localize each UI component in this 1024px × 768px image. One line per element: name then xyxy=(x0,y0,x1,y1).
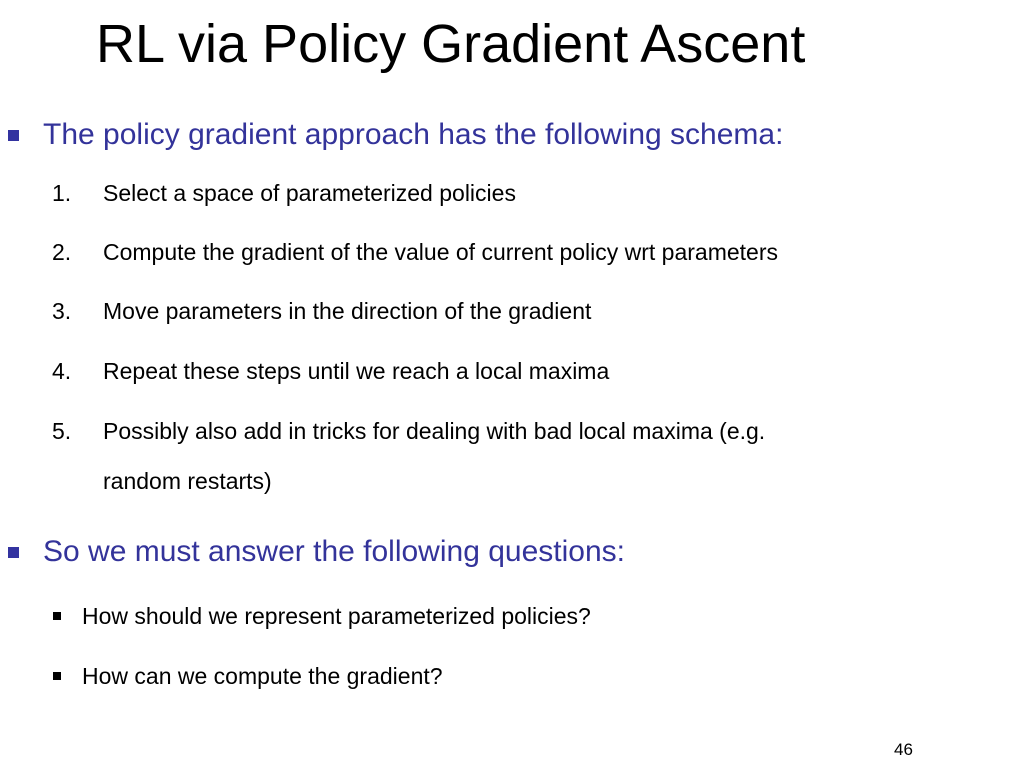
list-item-text xyxy=(103,417,963,495)
bullet-text: The policy gradient approach has the following schema: xyxy=(43,118,784,151)
list-item-text: Select a space of parameterized policies xyxy=(103,180,516,206)
list-number: 5. xyxy=(52,418,72,444)
square-bullet-icon xyxy=(53,612,61,620)
square-bullet-icon xyxy=(8,130,19,141)
sub-bullet-text: How can we compute the gradient? xyxy=(82,663,443,689)
list-number: 2. xyxy=(52,239,72,265)
slide-title: RL via Policy Gradient Ascent xyxy=(96,14,806,74)
list-item-text: Compute the gradient of the value of current policy wrt parameters xyxy=(103,239,779,265)
square-bullet-icon xyxy=(8,547,19,558)
list-item-text-line2: random restarts) xyxy=(103,468,272,494)
list-item-text: Move parameters in the direction of the gradient xyxy=(103,298,592,324)
square-bullet-icon xyxy=(53,672,61,680)
page-number: 46 xyxy=(894,740,913,759)
list-number: 4. xyxy=(52,358,72,384)
list-number: 1. xyxy=(52,180,72,206)
list-item-text-line1: Possibly also add in tricks for dealing with bad local maxima (e.g. xyxy=(103,418,766,444)
list-number: 3. xyxy=(52,298,72,324)
bullet-text: So we must answer the following questions: xyxy=(43,535,625,568)
list-item-text: Repeat these steps until we reach a local maxima xyxy=(103,358,610,384)
sub-bullet-text: How should we represent parameterized policies? xyxy=(82,603,591,629)
